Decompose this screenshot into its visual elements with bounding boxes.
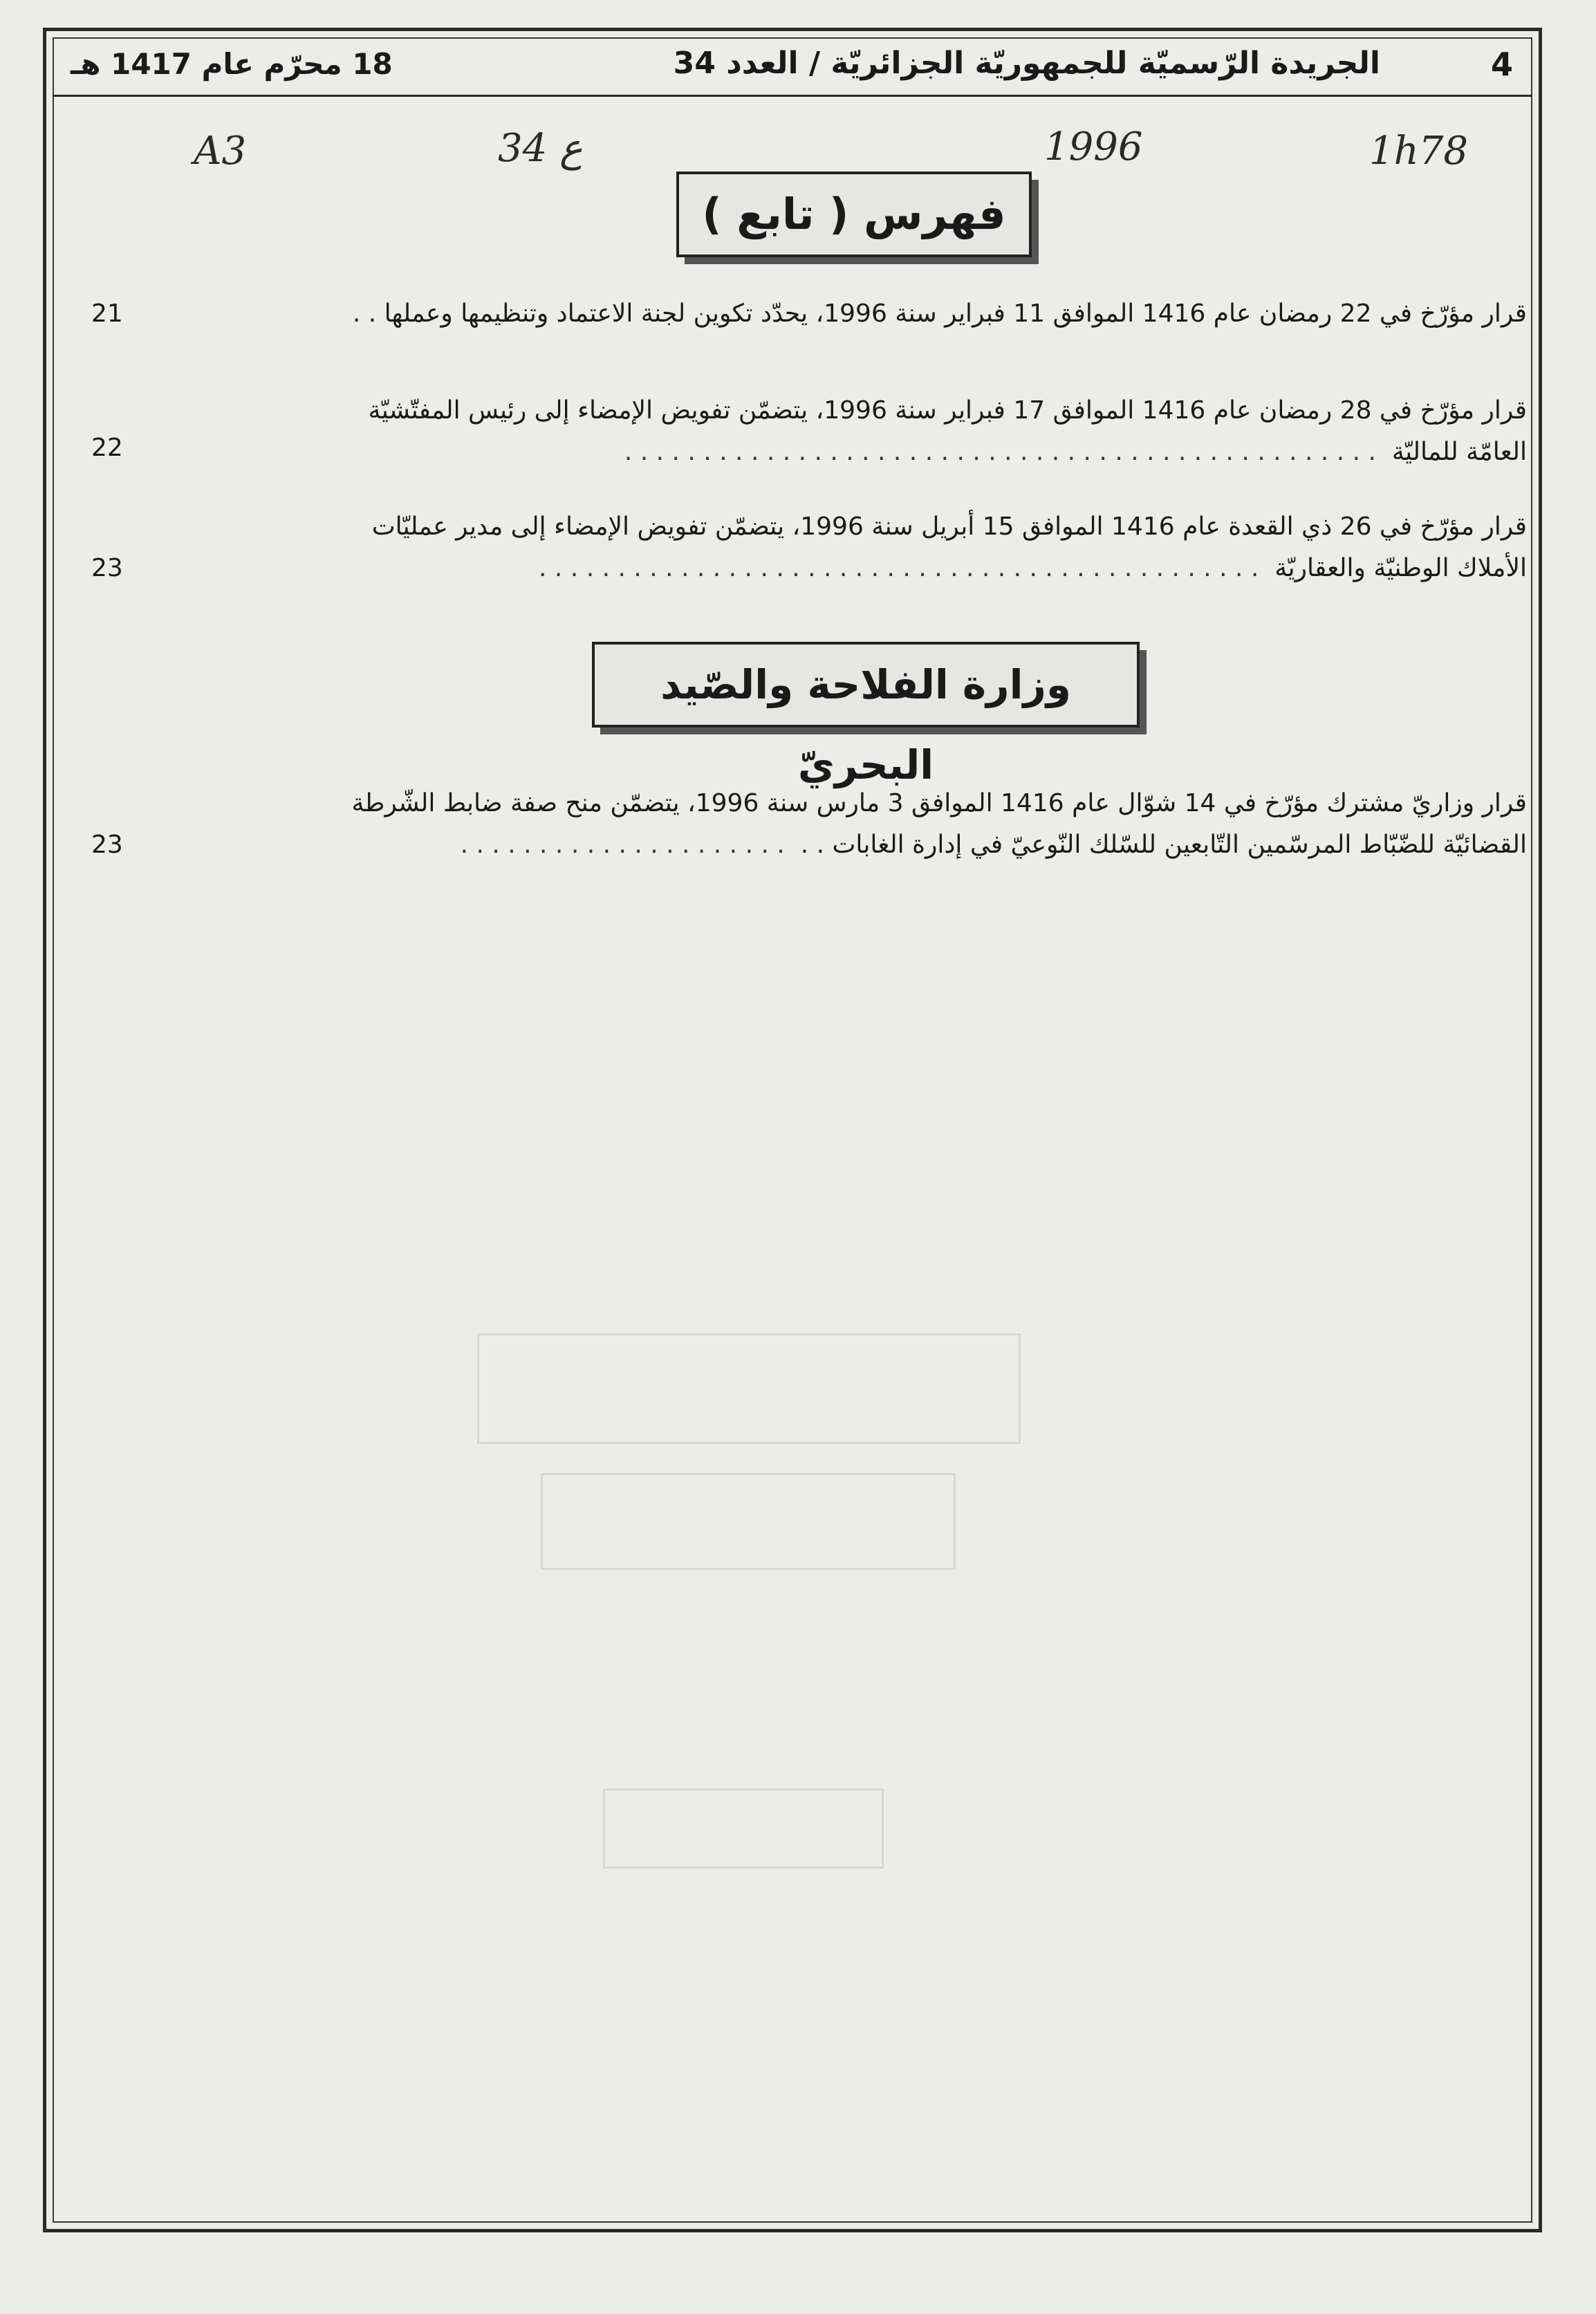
entry-page-number: 23 xyxy=(91,831,123,859)
section-title-ministry: وزارة الفلاحة والصّيد البحريّ xyxy=(592,642,1140,728)
bleed-through-box xyxy=(477,1333,1021,1444)
handwritten-note: 34 ع xyxy=(498,126,583,171)
gazette-title: الجريدة الرّسميّة للجمهوريّة الجزائريّة / العدد 34 xyxy=(673,46,1380,81)
handwritten-note: A3 xyxy=(194,129,247,174)
index-entry xyxy=(82,783,1527,866)
section-title-index: فهرس ( تابع ) xyxy=(676,172,1032,257)
handwritten-note: 1h78 xyxy=(1369,129,1468,174)
entry-text xyxy=(82,506,1527,589)
entry-page-number: 23 xyxy=(91,554,123,582)
entry-page-number: 22 xyxy=(91,434,123,462)
index-entry xyxy=(82,390,1527,473)
entry-page-number: 21 xyxy=(91,299,123,328)
index-entry xyxy=(82,506,1527,589)
entry-text xyxy=(82,390,1527,473)
leader-dots: . . . . . . . . . . . . . . . . . . . . . . . . . . . . . . . . . . . . . . . . . . . . . . . . xyxy=(624,438,1376,466)
entry-text xyxy=(82,293,1527,335)
issue-date: 18 محرّم عام 1417 هـ xyxy=(71,47,393,81)
entry-line: قرار مؤرّخ في 28 رمضان عام 1416 الموافق 17 فبراير سنة 1996، يتضمّن تفويض الإمضاء إلى رئيس المفتّشيّة xyxy=(368,396,1527,425)
entry-line: القضائيّة للضّبّاط المرسّمين التّابعين للسّلك النّوعيّ في إدارة الغابات . . xyxy=(800,831,1527,859)
leader-dots: . . . . . . . . . . . . . . . . . . . . . xyxy=(460,831,785,859)
entry-line-last xyxy=(82,548,1527,589)
index-entry xyxy=(82,293,1527,335)
entry-line-last xyxy=(82,824,1527,866)
handwritten-note: 1996 xyxy=(1044,124,1143,169)
page-border-inner xyxy=(53,37,1532,2223)
leader-dots: . . . . . . . . . . . . . . . . . . . . . . . . . . . . . . . . . . . . . . . . . . . . . . xyxy=(539,554,1259,582)
entry-line: قرار مؤرّخ في 26 ذي القعدة عام 1416 الموافق 15 أبريل سنة 1996، يتضمّن تفويض الإمضاء إلى مدير عمليّات xyxy=(371,512,1527,541)
page-header xyxy=(53,39,1532,97)
entry-line: قرار وزاريّ مشترك مؤرّخ في 14 شوّال عام 1416 الموافق 3 مارس سنة 1996، يتضمّن منح صفة ضابط الشّرطة xyxy=(351,789,1527,817)
entry-line: العامّة للماليّة xyxy=(1391,438,1527,466)
entry-line-last xyxy=(82,432,1527,473)
entry-line: قرار مؤرّخ في 22 رمضان عام 1416 الموافق 11 فبراير سنة 1996، يحدّد تكوين لجنة الاعتماد وتنظيمها وعملها . . xyxy=(352,299,1527,328)
page-number: 4 xyxy=(1490,46,1513,83)
bleed-through-box xyxy=(541,1473,956,1570)
entry-line: الأملاك الوطنيّة والعقاريّة xyxy=(1274,554,1527,582)
entry-text xyxy=(82,783,1527,866)
bleed-through-box xyxy=(603,1788,884,1869)
